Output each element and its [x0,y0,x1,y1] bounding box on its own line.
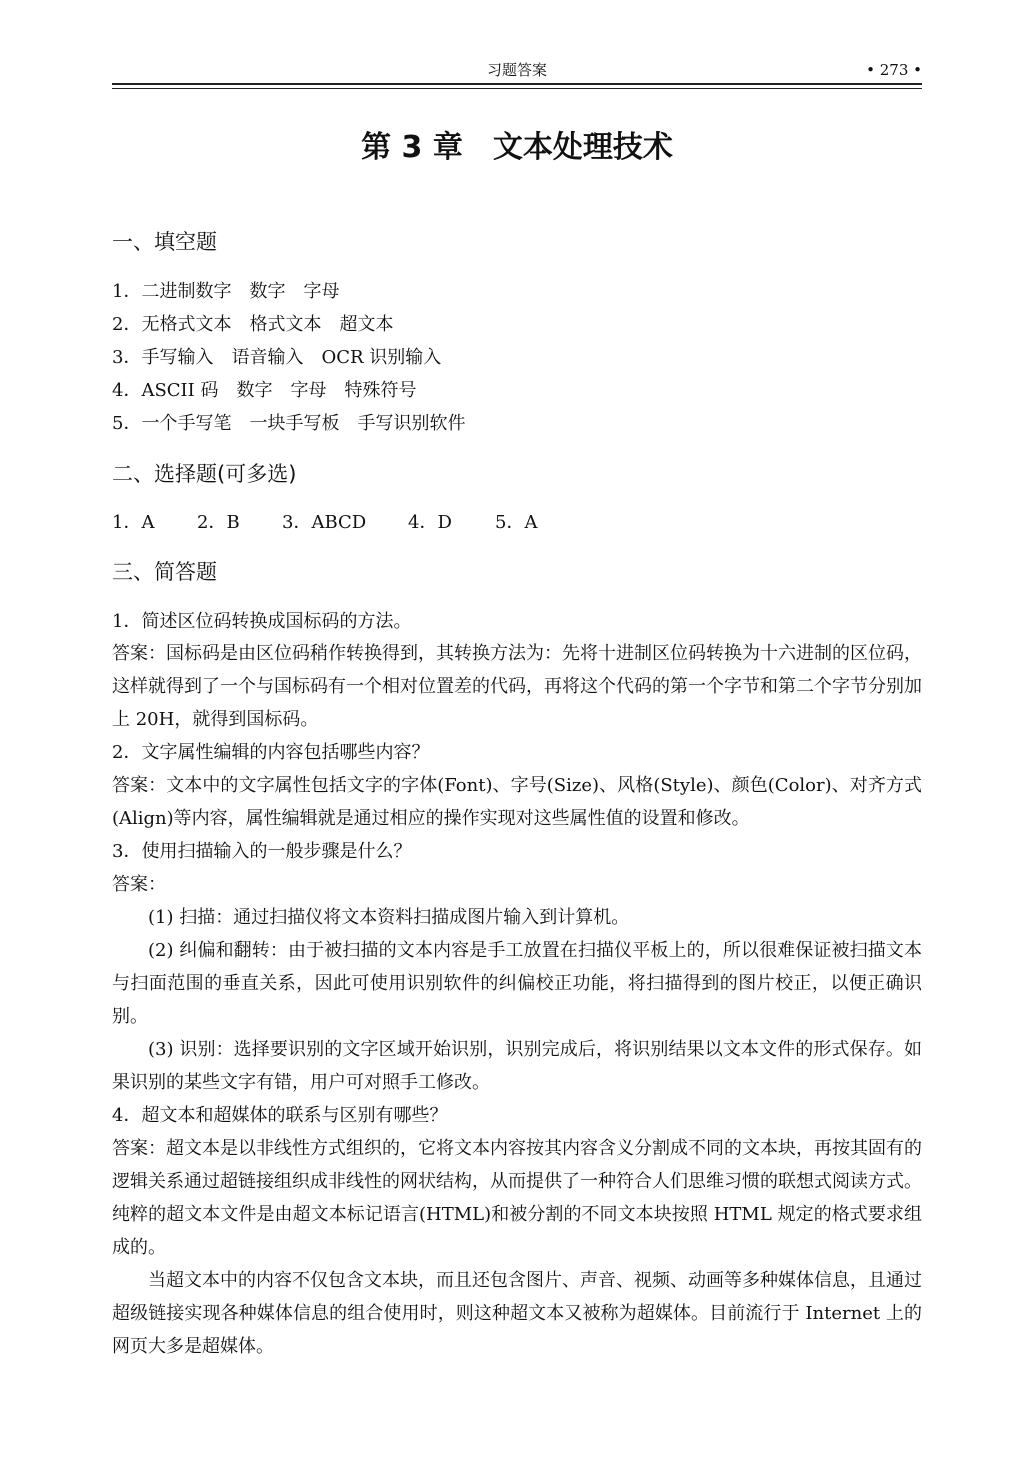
chapter-number: 第 3 章 [361,130,463,165]
question-3: 3．使用扫描输入的一般步骤是什么？ [112,841,412,862]
answer-3-label: 答案： [112,874,166,895]
choice-answers [112,510,537,536]
choice-answer-3: 3．ABCD [282,512,367,533]
section-heading-short-answer: 三、简答题 [112,560,217,584]
answer-3-step-1: (1) 扫描：通过扫描仪将文本资料扫描成图片输入到计算机。 [148,907,630,928]
question-2: 2．文字属性编辑的内容包括哪些内容？ [112,742,430,763]
answer-3-step-2: (2) 纠偏和翻转：由于被扫描的文本内容是手工放置在扫描仪平板上的，所以很难保证被扫描文本与扫面范围的垂直关系，因此可使用识别软件的纠偏校正功能，将扫描得到的图片校正，以便正确识别。 [112,940,922,1027]
header-title: 习题答案 [486,61,547,79]
section-heading-fill-in: 一、填空题 [112,230,217,254]
section-heading-choice: 二、选择题(可多选) [112,462,297,486]
fill-in-item-2: 2．无格式文本 格式文本 超文本 [112,314,394,335]
choice-answer-4: 4．D [408,512,452,533]
question-4: 4．超文本和超媒体的联系与区别有哪些？ [112,1105,448,1126]
answer-1: 答案：国标码是由区位码稍作转换得到，其转换方法为：先将十进制区位码转换为十六进制的区位码，这样就得到了一个与国标码有一个相对位置差的代码，再将这个代码的第一个字节和第二个字节分别加上 20H，就得到国标码。 [112,643,922,730]
page-number: • 273 • [866,61,922,79]
choice-answer-2: 2．B [197,512,240,533]
question-1: 1．简述区位码转换成国标码的方法。 [112,611,412,632]
chapter-name: 文本处理技术 [492,130,673,165]
fill-in-item-1: 1．二进制数字 数字 字母 [112,281,340,302]
fill-in-item-4: 4．ASCII 码 数字 字母 特殊符号 [112,380,417,401]
choice-answer-5: 5．A [495,512,538,533]
answer-2: 答案：文本中的文字属性包括文字的字体(Font)、字号(Size)、风格(Style)、颜色(Color)、对齐方式(Align)等内容，属性编辑就是通过相应的操作实现对这些属性值的设置和修改。 [112,775,922,829]
answer-3-step-3: (3) 识别：选择要识别的文字区域开始识别，识别完成后，将识别结果以文本文件的形式保存。如果识别的某些文字有错，用户可对照手工修改。 [112,1039,922,1093]
answer-4: 答案：超文本是以非线性方式组织的，它将文本内容按其内容含义分割成不同的文本块，再按其固有的逻辑关系通过超链接组织成非线性的网状结构，从而提供了一种符合人们思维习惯的联想式阅读方式。纯粹的超文本文件是由超文本标记语言(HTML)和被分割的不同文本块按照 HTML 规定的格式要求组成的。 [112,1138,922,1258]
chapter-title [112,128,922,168]
header-rule-thin [112,88,922,89]
answer-4-paragraph-2: 当超文本中的内容不仅包含文本块，而且还包含图片、声音、视频、动画等多种媒体信息，且通过超级链接实现各种媒体信息的组合使用时，则这种超文本又被称为超媒体。目前流行于 Internet 上的网页大多是超媒体。 [112,1270,922,1357]
fill-in-item-3: 3．手写输入 语音输入 OCR 识别输入 [112,347,442,368]
choice-answer-1: 1．A [112,512,155,533]
header-rule-thick [112,83,922,85]
running-header [112,60,922,84]
fill-in-item-5: 5．一个手写笔 一块手写板 手写识别软件 [112,413,466,434]
